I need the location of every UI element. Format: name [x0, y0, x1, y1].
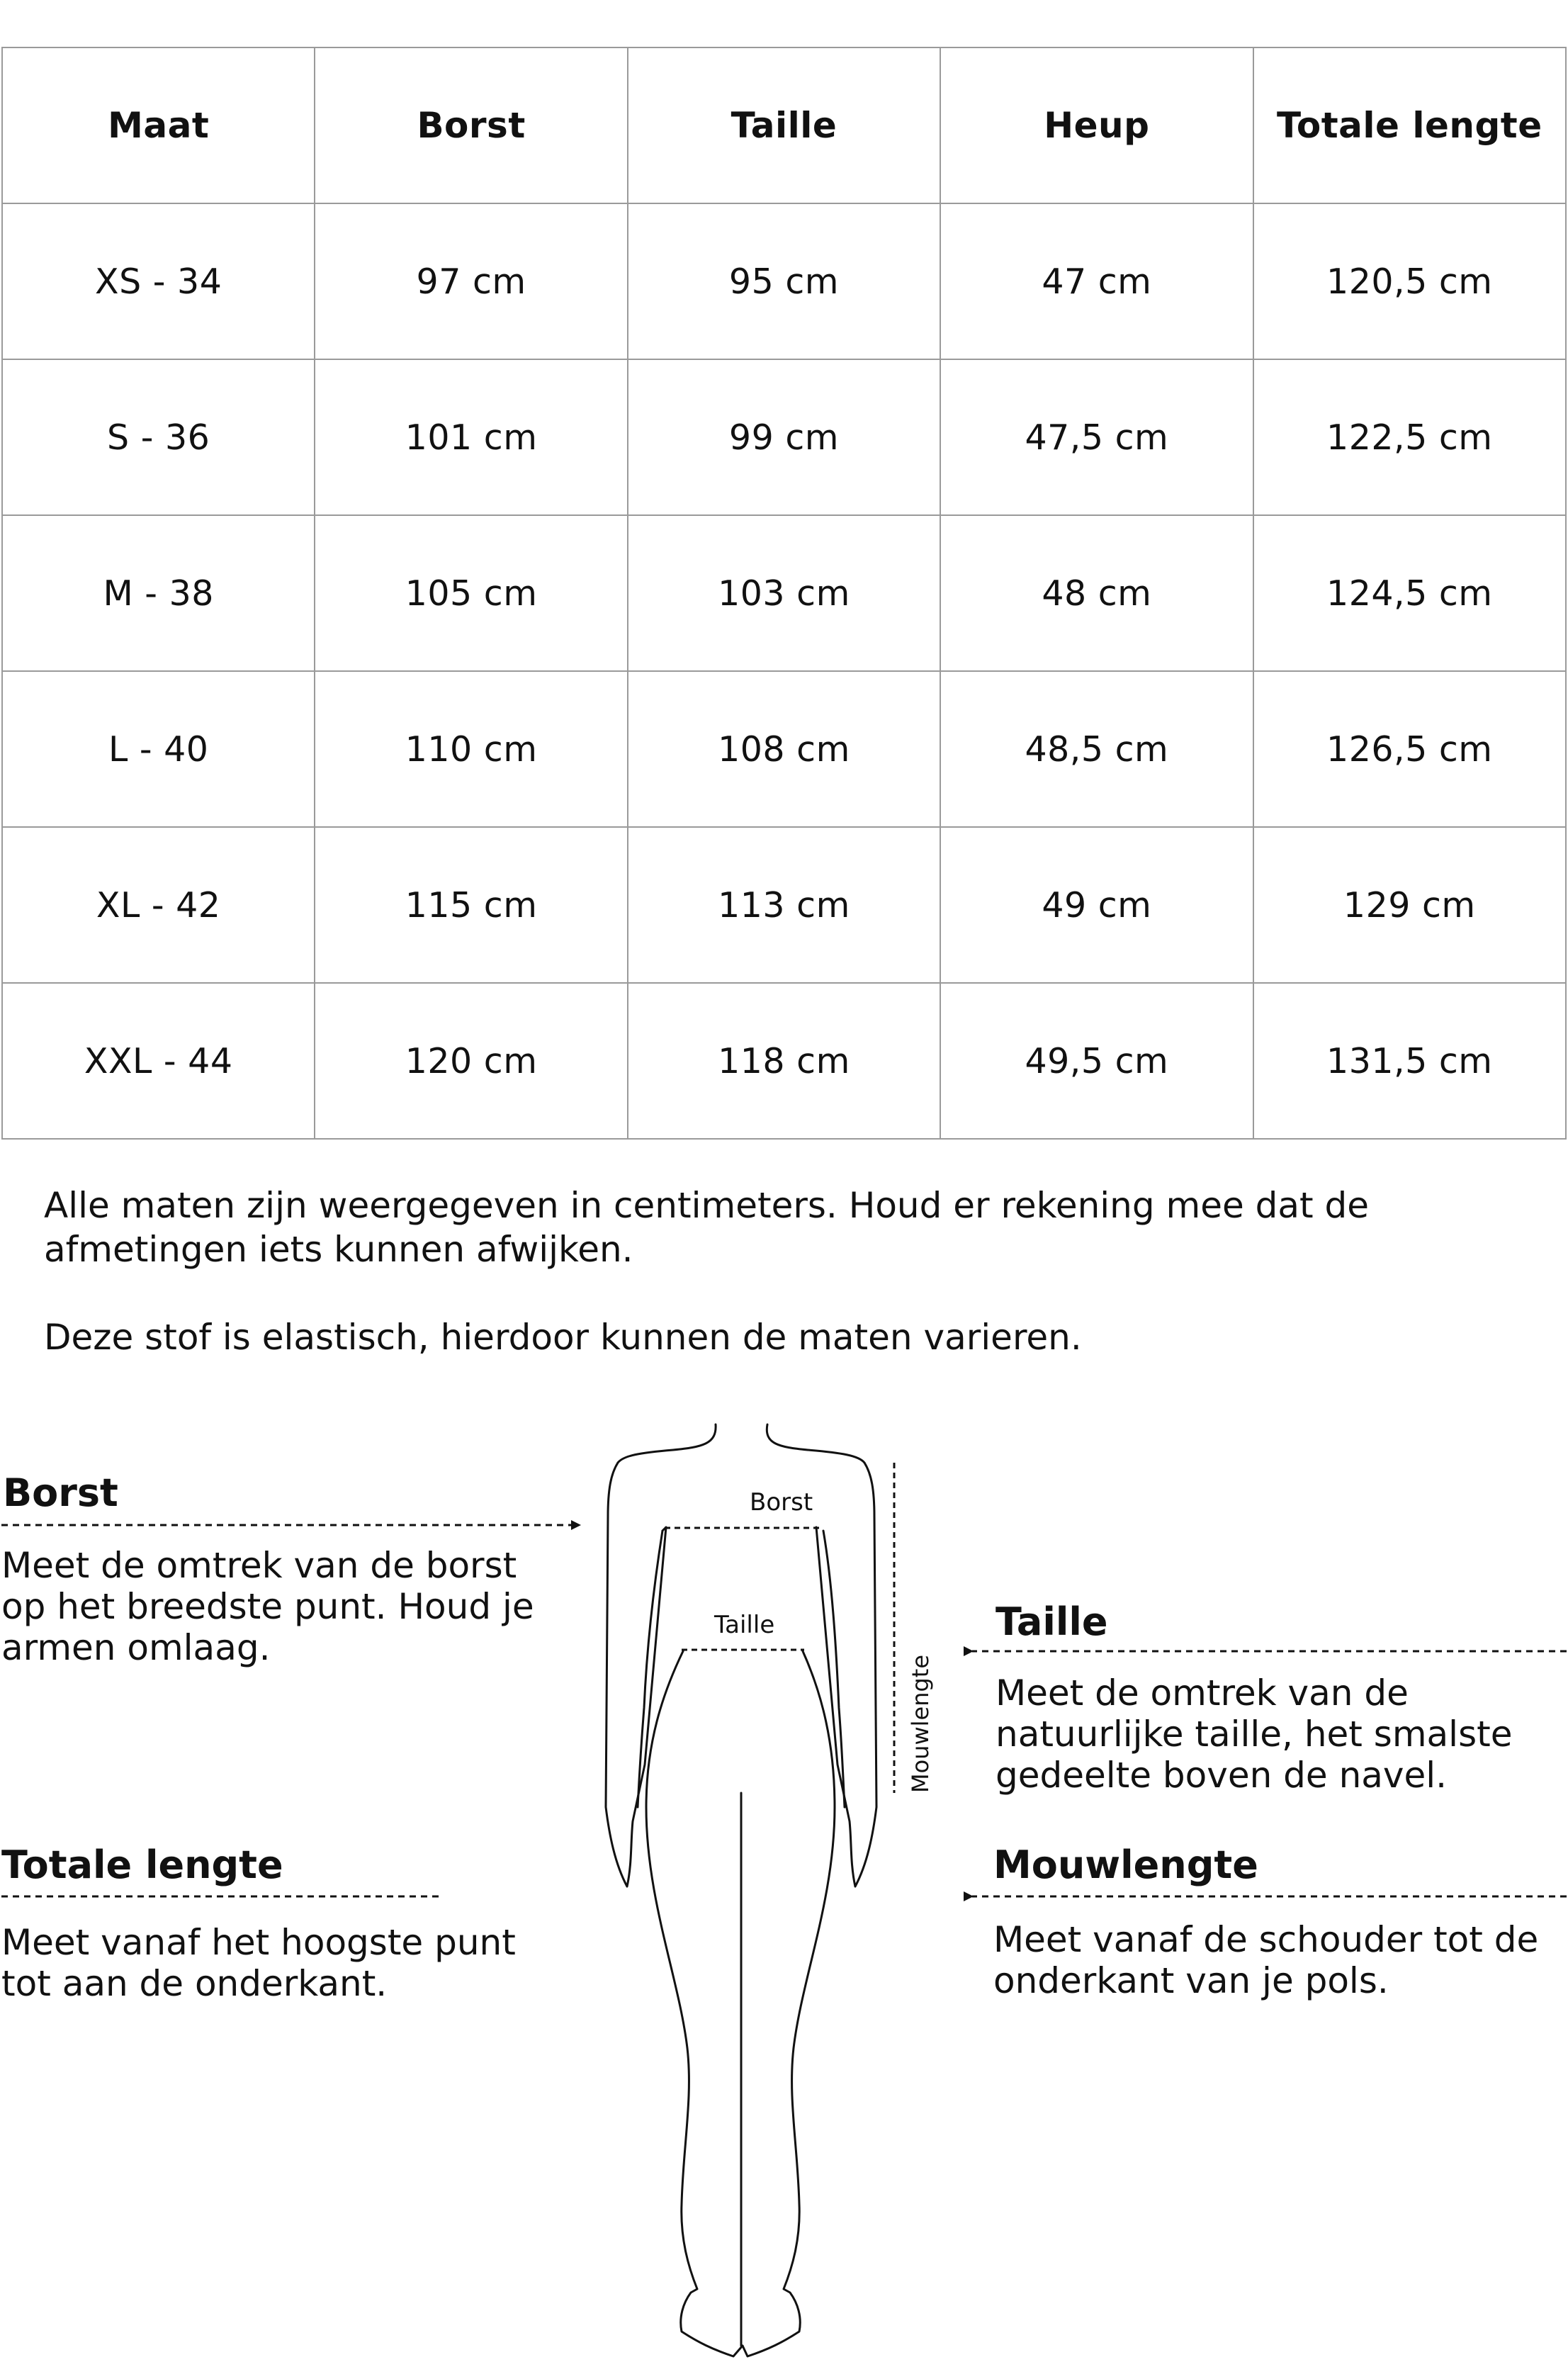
- column-header: Maat: [2, 47, 315, 203]
- guide-title-mouwlengte: Mouwlengte: [993, 1843, 1258, 1887]
- table-row: [2, 827, 1566, 983]
- size-table: [1, 47, 1567, 1140]
- table-cell: 103 cm: [628, 515, 940, 671]
- guide-title-borst: Borst: [3, 1470, 118, 1515]
- table-cell: 95 cm: [628, 203, 940, 359]
- size-notes: [44, 1183, 1532, 1359]
- table-cell: 48,5 cm: [940, 671, 1253, 827]
- table-row: [2, 203, 1566, 359]
- guide-title-totale-lengte: Totale lengte: [1, 1843, 283, 1887]
- table-cell: XXL - 44: [2, 983, 315, 1139]
- guide-desc-borst: Meet de omtrek van de borst op het breedste punt. Houd je armen omlaag.: [1, 1545, 534, 1668]
- table-cell: 49 cm: [940, 827, 1253, 983]
- table-cell: 101 cm: [315, 359, 627, 515]
- table-cell: 120 cm: [315, 983, 627, 1139]
- figure-label-borst: Borst: [750, 1488, 813, 1517]
- guide-desc-totale-lengte: Meet vanaf het hoogste punt tot aan de onderkant.: [1, 1922, 516, 2004]
- guide-title-taille: Taille: [995, 1599, 1108, 1644]
- table-row: [2, 359, 1566, 515]
- table-cell: 113 cm: [628, 827, 940, 983]
- table-cell: XS - 34: [2, 203, 315, 359]
- table-cell: 126,5 cm: [1253, 671, 1566, 827]
- table-cell: 120,5 cm: [1253, 203, 1566, 359]
- table-row: [2, 515, 1566, 671]
- column-header: Borst: [315, 47, 627, 203]
- body-figure: [0, 1410, 1568, 2362]
- table-row: [2, 671, 1566, 827]
- table-cell: M - 38: [2, 515, 315, 671]
- table-cell: L - 40: [2, 671, 315, 827]
- column-header: Heup: [940, 47, 1253, 203]
- table-cell: 122,5 cm: [1253, 359, 1566, 515]
- figure-label-mouwlengte: Mouwlengte: [907, 1654, 934, 1793]
- figure-label-taille: Taille: [714, 1611, 775, 1639]
- table-cell: 47 cm: [940, 203, 1253, 359]
- table-cell: S - 36: [2, 359, 315, 515]
- table-header-row: [2, 47, 1566, 203]
- table-cell: 118 cm: [628, 983, 940, 1139]
- guide-desc-taille: Meet de omtrek van de natuurlijke taille, het smalste gedeelte boven de navel.: [995, 1672, 1513, 1796]
- table-cell: 110 cm: [315, 671, 627, 827]
- table-cell: XL - 42: [2, 827, 315, 983]
- figure-outline: [606, 1424, 876, 2356]
- table-cell: 105 cm: [315, 515, 627, 671]
- table-cell: 131,5 cm: [1253, 983, 1566, 1139]
- table-cell: 99 cm: [628, 359, 940, 515]
- table-cell: 97 cm: [315, 203, 627, 359]
- table-cell: 129 cm: [1253, 827, 1566, 983]
- guide-desc-mouwlengte: Meet vanaf de schouder tot de onderkant van je pols.: [993, 1919, 1539, 2001]
- table-cell: 108 cm: [628, 671, 940, 827]
- table-cell: 47,5 cm: [940, 359, 1253, 515]
- note-elastic: Deze stof is elastisch, hierdoor kunnen de maten varieren.: [44, 1317, 1082, 1358]
- note-measurements: Alle maten zijn weergegeven in centimeters. Houd er rekening mee dat de afmetingen iets kunnen afwijken.: [44, 1185, 1369, 1270]
- column-header: Totale lengte: [1253, 47, 1566, 203]
- table-cell: 124,5 cm: [1253, 515, 1566, 671]
- column-header: Taille: [628, 47, 940, 203]
- table-row: [2, 983, 1566, 1139]
- table-cell: 49,5 cm: [940, 983, 1253, 1139]
- table-cell: 115 cm: [315, 827, 627, 983]
- table-cell: 48 cm: [940, 515, 1253, 671]
